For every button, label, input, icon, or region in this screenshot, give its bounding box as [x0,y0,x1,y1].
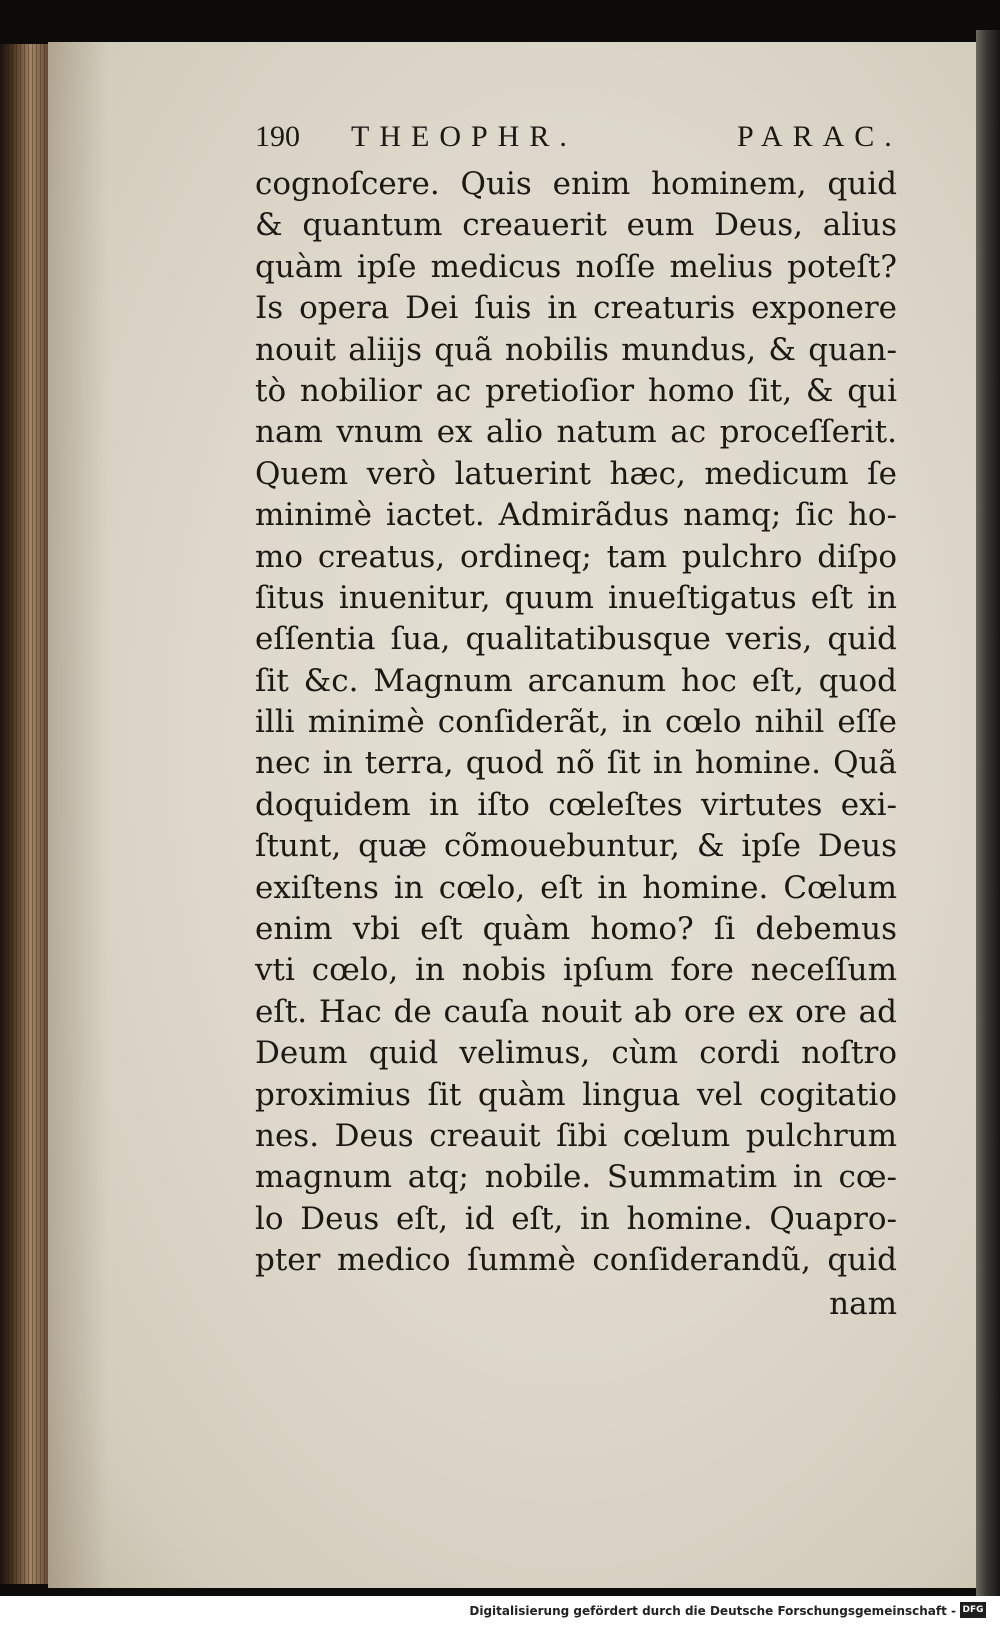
text-line: quàm ipſe medicus noſſe melius poteſt? [255,248,897,285]
text-line: Is opera Dei ſuis in creaturis exponere [255,290,897,327]
footer-bar [0,1596,1000,1628]
body-text [255,164,935,1326]
text-line: nec in terra, quod nõ ſit in homine. Quã [255,745,897,782]
text-line: ſit &c. Magnum arcanum hoc eſt, quod [255,662,897,699]
text-line: eſt. Hac de cauſa nouit ab ore ex ore ad [255,993,897,1030]
running-title: THEOPHR. [351,120,577,153]
text-line: Quem verò latuerint hæc, medicum ſe [255,455,897,492]
catchword: nam [829,1285,897,1322]
text-line: Deum quid velimus, cùm cordi noſtro [255,1035,897,1072]
dfg-logo: DFG [960,1602,986,1618]
page-number: 190 [255,120,300,153]
text-line: ſitus inuenitur, quum inueſtigatus eſt in [255,579,897,616]
text-line: enim vbi eſt quàm homo? ſi debemus [255,911,897,948]
text-line: nouit aliijs quã nobilis mundus, & quan- [255,331,897,368]
page-shadow [48,42,108,1588]
text-line: & quantum creauerit eum Deus, alius [255,207,897,244]
funding-credit: Digitalisierung gefördert durch die Deutsche Forschungsgemeinschaft - [469,1604,956,1618]
text-line: cognoſcere. Quis enim hominem, quid [255,166,897,202]
text-line: mo creatus, ordineq; tam pulchro diſpo [255,538,897,575]
text-line: nes. Deus creauit ſibi cœlum pulchrum [255,1117,897,1154]
text-block [255,118,935,1326]
text-line: proximius ſit quàm lingua vel cogitatio [255,1076,897,1113]
text-line: tò nobilior ac pretioſior homo ſit, & qui [255,372,897,409]
running-head [255,118,935,164]
text-line: eſſentia ſua, qualitatibusque veris, quid [255,621,897,658]
text-line: nam vnum ex alio natum ac proceſſerit. [255,414,897,451]
text-line: vti cœlo, in nobis ipſum fore neceſſum [255,952,897,989]
page-edge-lines [8,44,48,1584]
text-line: minimè iactet. Admirãdus namq; ſic ho- [255,497,897,534]
text-line: doquidem in iſto cœleſtes virtutes exi- [255,786,897,823]
text-line: pter medico ſummè conſiderandũ, quid [255,1242,897,1279]
text-line: exiſtens in cœlo, eſt in homine. Cœlum [255,869,897,906]
running-title-2: PARAC. [737,120,902,153]
text-line: magnum atq; nobile. Summatim in cœ- [255,1159,897,1196]
text-line: illi minimè conſiderãt, in cœlo nihil eſſe [255,704,897,741]
text-line: ſtunt, quæ cõmouebuntur, & ipſe Deus [255,828,897,865]
page-gutter [976,30,1000,1596]
text-line: lo Deus eſt, id eſt, in homine. Quapro- [255,1200,897,1237]
